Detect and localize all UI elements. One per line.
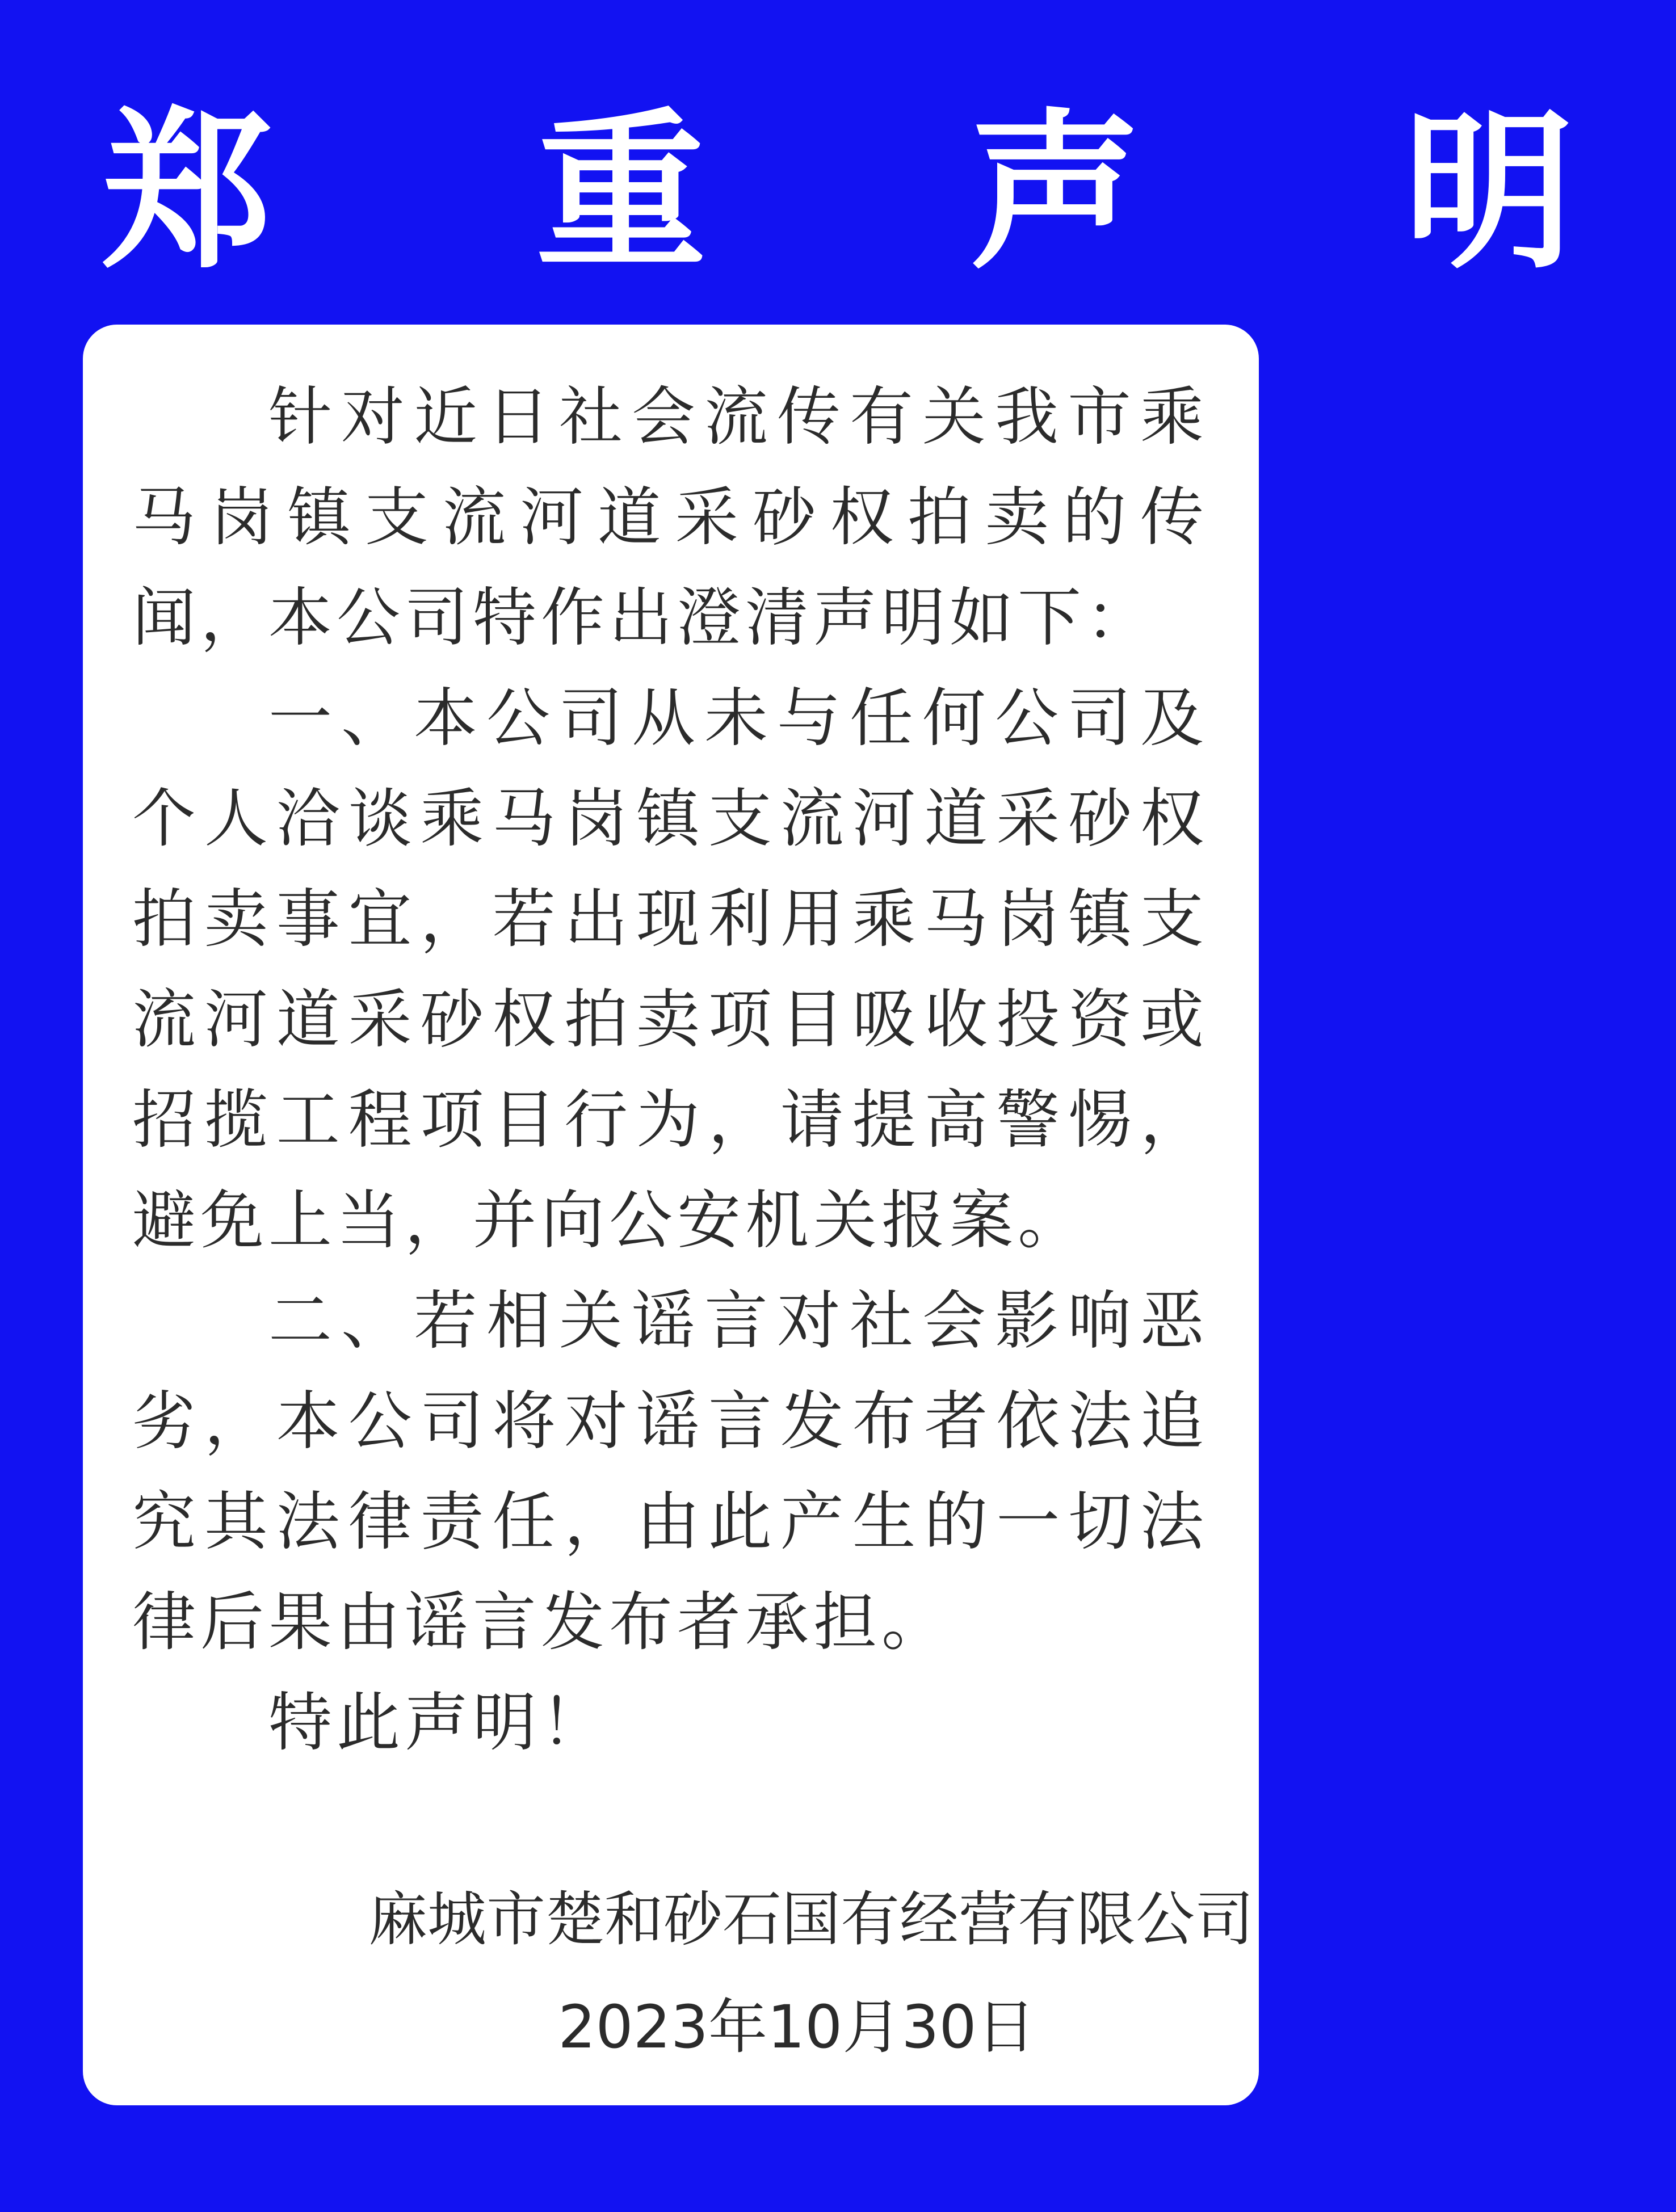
announcement-card bbox=[83, 325, 1259, 2105]
paragraph-point-one: 一、本公司从未与任何公司及个人洽谈乘马岗镇支流河道采砂权拍卖事宜，若出现利用乘马岗镇支流河道采砂权拍卖项目吸收投资或招揽工程项目行为，请提高警惕，避免上当，并向公安机关报案。 bbox=[132, 682, 1208, 1258]
paragraph-intro: 针对近日社会流传有关我市乘马岗镇支流河道采砂权拍卖的传闻，本公司特作出澄清声明如下： bbox=[132, 380, 1208, 655]
announcement-body bbox=[132, 367, 1208, 1773]
signature-date: 2023年10月30日 bbox=[558, 1992, 1036, 2062]
signature-company: 麻城市楚和砂石国有经营有限公司 bbox=[368, 1885, 1254, 1954]
announcement-title: 郑 重 声 明 bbox=[102, 94, 1676, 292]
paragraph-point-two: 二、若相关谣言对社会影响恶劣，本公司将对谣言发布者依法追究其法律责任，由此产生的一切法律后果由谣言发布者承担。 bbox=[132, 1284, 1208, 1659]
paragraph-closing: 特此声明！ bbox=[268, 1686, 609, 1760]
